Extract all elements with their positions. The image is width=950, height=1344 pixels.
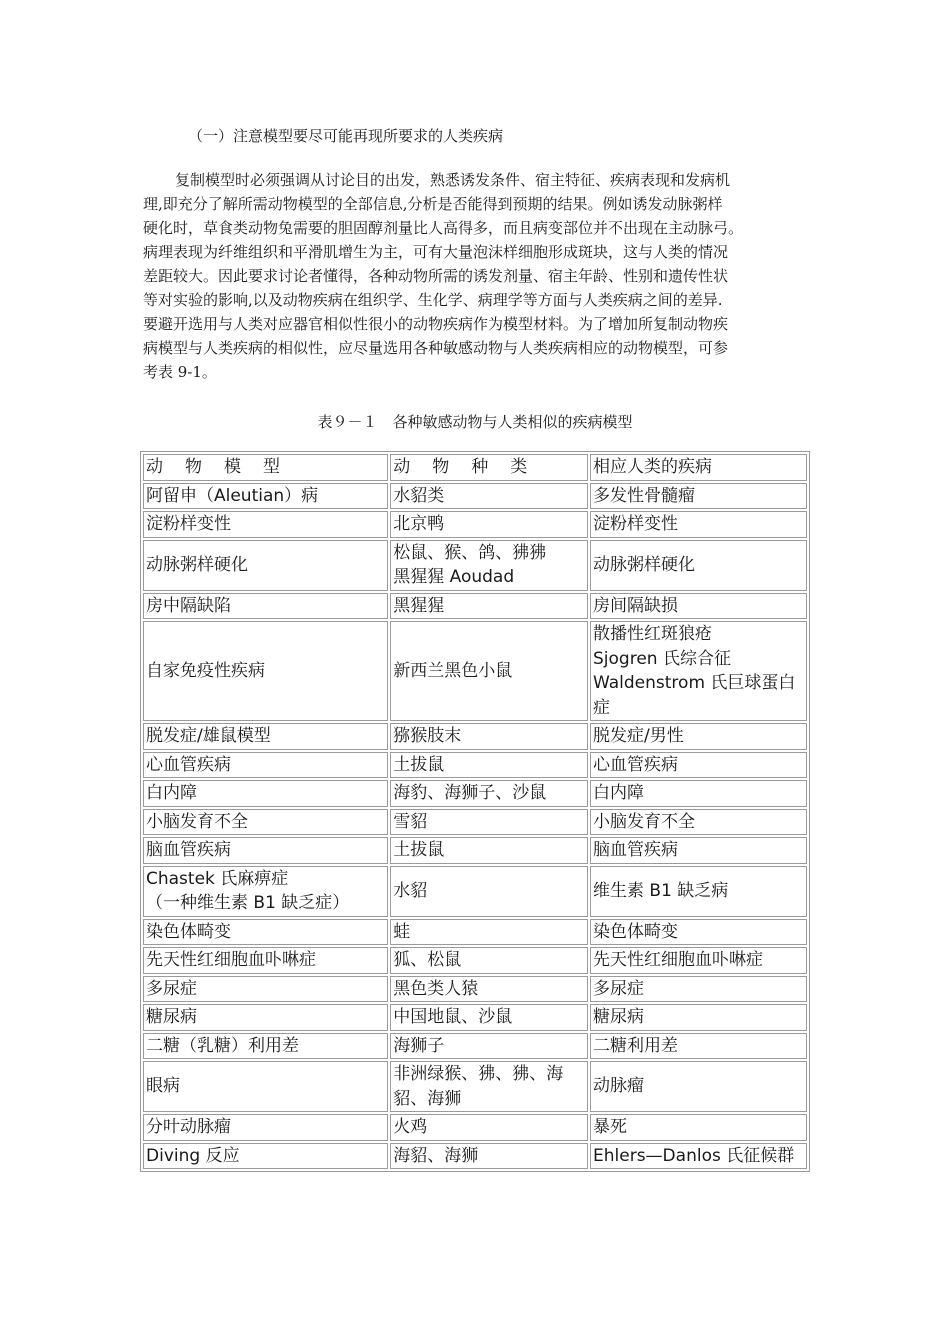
cell-animal-species: 水貂类 [390,483,588,510]
cell-human-disease: Ehlers—Danlos 氏征候群 [590,1143,807,1170]
table-header-row [143,454,807,481]
section-heading: （一）注意模型要尽可能再现所要求的人类疾病 [188,127,504,145]
table-row [143,593,807,620]
cell-animal-species: 土拔鼠 [390,837,588,864]
cell-animal-model: 小脑发育不全 [143,809,388,836]
cell-animal-species: 火鸡 [390,1114,588,1141]
cell-animal-model: 多尿症 [143,976,388,1003]
cell-animal-species: 黑猩猩 [390,593,588,620]
header-cell-disease [590,454,807,481]
paragraph-line: 等对实验的影响,以及动物疾病在组织学、生化学、病理学等方面与人类疾病之间的差异. [143,291,723,309]
cell-human-disease: 淀粉样变性 [590,511,807,538]
cell-human-disease: 染色体畸变 [590,919,807,946]
cell-animal-species: 水貂 [390,866,588,917]
cell-animal-model: 脱发症/雄鼠模型 [143,723,388,750]
cell-human-disease: 维生素 B1 缺乏病 [590,866,807,917]
cell-animal-model: 眼病 [143,1061,388,1112]
header-label-species: 动物种类 [393,457,550,477]
cell-animal-species: 北京鸭 [390,511,588,538]
cell-animal-model: 淀粉样变性 [143,511,388,538]
cell-animal-model: 先天性红细胞血卟啉症 [143,947,388,974]
table-row [143,1114,807,1141]
cell-human-disease: 房间隔缺损 [590,593,807,620]
cell-human-disease: 多发性骨髓瘤 [590,483,807,510]
cell-animal-species: 松鼠、猴、鸽、狒狒 黑猩猩 Aoudad [390,540,588,591]
cell-animal-species: 黑色类人猿 [390,976,588,1003]
cell-animal-species: 蛙 [390,919,588,946]
cell-human-disease: 白内障 [590,780,807,807]
cell-human-disease: 脱发症/男性 [590,723,807,750]
paragraph-line: 考表 9-1。 [143,363,217,381]
header-cell-species [390,454,588,481]
table-row [143,723,807,750]
table-row [143,483,807,510]
table-row [143,837,807,864]
cell-human-disease: 先天性红细胞血卟啉症 [590,947,807,974]
cell-animal-species: 新西兰黑色小鼠 [390,621,588,721]
cell-human-disease: 二糖利用差 [590,1033,807,1060]
cell-animal-species: 非洲绿猴、狒、狒、海 貂、海狮 [390,1061,588,1112]
paragraph-line: 病模型与人类疾病的相似性，应尽量选用各种敏感动物与人类疾病相应的动物模型，可参 [143,339,729,357]
table-row [143,1033,807,1060]
cell-animal-species: 中国地鼠、沙鼠 [390,1004,588,1031]
cell-animal-species: 猕猴肢末 [390,723,588,750]
cell-animal-model: Chastek 氏麻痹症 （一种维生素 B1 缺乏症） [143,866,388,917]
table-row [143,919,807,946]
cell-animal-model: 染色体畸变 [143,919,388,946]
cell-animal-model: 脑血管疾病 [143,837,388,864]
cell-animal-model: 动脉粥样硬化 [143,540,388,591]
table-row [143,1143,807,1170]
cell-human-disease: 动脉粥样硬化 [590,540,807,591]
paragraph-line: 硬化时，草食类动物兔需要的胆固醇剂量比人高得多，而且病变部位并不出现在主动脉弓。 [143,219,744,237]
table-row [143,621,807,721]
cell-animal-model: 白内障 [143,780,388,807]
table-body [143,454,807,1169]
cell-animal-model: 房中隔缺陷 [143,593,388,620]
paragraph-line: 理,即充分了解所需动物模型的全部信息,分析是否能得到预期的结果。例如诱发动脉粥样 [143,195,723,213]
body-paragraph [143,168,823,384]
table-row [143,947,807,974]
cell-animal-species: 土拔鼠 [390,752,588,779]
cell-animal-species: 海貂、海狮 [390,1143,588,1170]
table-row [143,540,807,591]
table-row [143,866,807,917]
cell-human-disease: 散播性红斑狼疮 Sjogren 氏综合征 Waldenstrom 氏巨球蛋白 症 [590,621,807,721]
header-label-model: 动物模型 [146,457,302,477]
table-row [143,511,807,538]
cell-animal-model: 阿留申（Aleutian）病 [143,483,388,510]
cell-animal-model: 分叶动脉瘤 [143,1114,388,1141]
paragraph-line: 差距较大。因此要求讨论者懂得，各种动物所需的诱发剂量、宿主年龄、性别和遗传性状 [143,267,729,285]
cell-human-disease: 多尿症 [590,976,807,1003]
cell-animal-species: 雪貂 [390,809,588,836]
cell-human-disease: 心血管疾病 [590,752,807,779]
table-row [143,752,807,779]
cell-human-disease: 脑血管疾病 [590,837,807,864]
table-row [143,1004,807,1031]
cell-human-disease: 暴死 [590,1114,807,1141]
cell-animal-model: 二糖（乳糖）利用差 [143,1033,388,1060]
table-row [143,780,807,807]
table-caption: 表９－１ 各种敏感动物与人类相似的疾病模型 [317,413,633,431]
cell-animal-species: 狐、松鼠 [390,947,588,974]
cell-animal-model: Diving 反应 [143,1143,388,1170]
paragraph-line: 要避开选用与人类对应器官相似性很小的动物疾病作为模型材料。为了增加所复制动物疾 [143,315,729,333]
cell-human-disease: 动脉瘤 [590,1061,807,1112]
paragraph-line: 病理表现为纤维组织和平滑肌增生为主，可有大量泡沫样细胞形成斑块，这与人类的情况 [143,243,729,261]
header-label-disease: 相应人类的疾病 [593,457,713,477]
cell-animal-model: 心血管疾病 [143,752,388,779]
cell-human-disease: 糖尿病 [590,1004,807,1031]
disease-model-table [140,451,810,1172]
header-cell-model [143,454,388,481]
cell-animal-model: 糖尿病 [143,1004,388,1031]
table-row [143,809,807,836]
cell-animal-model: 自家免疫性疾病 [143,621,388,721]
table-row [143,976,807,1003]
table-row [143,1061,807,1112]
cell-animal-species: 海狮子 [390,1033,588,1060]
paragraph-line: 复制模型时必须强调从讨论目的出发，熟悉诱发条件、宿主特征、疾病表现和发病机 [175,171,731,189]
cell-animal-species: 海豹、海狮子、沙鼠 [390,780,588,807]
cell-human-disease: 小脑发育不全 [590,809,807,836]
